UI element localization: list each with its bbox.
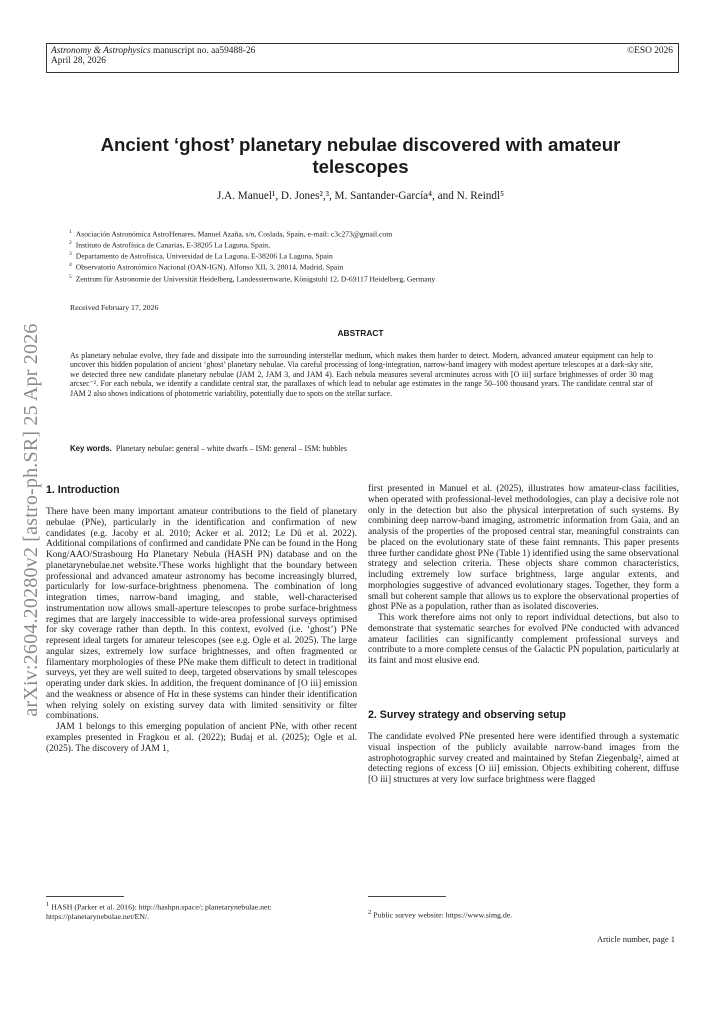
footnote-1-text[interactable]: HASH (Parker et al. 2016): http://hashpn.space/; planetarynebulae.net: https://planetarynebulae.net/EN/. <box>46 902 272 921</box>
affiliation-1: $^1$ Asociación Astronómica AstroHenares, Manuel Azaña, s/n, Coslada, Spain, e-mail: c3c273@gmail.com <box>69 229 393 239</box>
footnote-2: $^2$ Public survey website: https://www.simg.de. <box>368 909 513 920</box>
section-1-heading: 1. Introduction <box>46 484 120 496</box>
copyright: ©ESO 2026 <box>627 46 673 56</box>
keywords-text: Planetary nebulae: general – white dwarfs – ISM: general – ISM: bubbles <box>115 444 347 453</box>
affiliation-4: $^4$ Observatorio Astronómico Nacional (OAN-IGN), Alfonso XII, 3, 28014, Madrid, Spain <box>69 262 344 272</box>
intro-paragraph-2: JAM 1 belongs to this emerging population of ancient PNe, with other recent examples presented in Fragkou et al. (2022); Budaj et al. (2025); Ogle et al. (2025). The discovery of JAM 1, <box>46 722 357 754</box>
intro-paragraph-4: This work therefore aims not only to report individual detections, but also to demonstrate that systematic searches for evolved PNe conducted with advanced amateur facilities can significantly complement professional surveys and contribute to a more complete census of the Galactic PN population, particularly at its faint and most elusive end. <box>368 613 679 666</box>
manuscript-id: manuscript no. aa59488-26 <box>153 46 256 56</box>
paper-title: Ancient ‘ghost’ planetary nebulae discovered with amateur telescopes <box>100 134 621 177</box>
author-list: J.A. Manuel¹, D. Jones²,³, M. Santander-García⁴, and N. Reindl⁵ <box>216 190 504 202</box>
keywords <box>70 444 653 453</box>
page-footer: Article number, page 1 <box>596 934 675 944</box>
abstract-heading: ABSTRACT <box>337 328 384 338</box>
affiliation-2: $^2$ Instituto de Astrofísica de Canarias, E-38205 La Laguna, Spain, <box>69 240 270 250</box>
affiliation-3: $^3$ Departamento de Astrofísica, Universidad de La Laguna, E-38206 La Laguna, Spain <box>69 251 333 261</box>
arxiv-stamp[interactable]: arXiv:2604.20280v2 [astro-ph.SR] 25 Apr 2026 <box>20 323 42 717</box>
right-column <box>368 484 679 667</box>
affiliation-5: $^5$ Zentrum für Astronomie der Universität Heidelberg, Landessternwarte, Königstuhl 12, D-69117 Heidelberg, Germany <box>69 273 436 284</box>
footnote-rule-left <box>46 896 124 897</box>
affiliations <box>69 228 669 284</box>
footnote-rule-right <box>368 896 446 897</box>
received-date: Received February 17, 2026 <box>70 303 159 312</box>
section-2-heading: 2. Survey strategy and observing setup <box>368 709 566 721</box>
survey-paragraph-1: The candidate evolved PNe presented here were identified through a systematic visual inspection of the publicly available narrow-band images from the astrophotographic survey created and maintained by Stefan Ziegenbalg², aimed at detecting regions of excess [O iii] emission. Objects exhibiting coherent, diffuse [O iii] structures at very low surface brightness were flagged <box>368 732 679 785</box>
footnote-1: $^1$ HASH (Parker et al. 2016): http://hashpn.space/; planetarynebulae.net: https://planetarynebulae.net/EN/. <box>46 901 272 921</box>
section-2-body <box>368 732 679 786</box>
intro-paragraph-1: There have been many important amateur contributions to the field of planetary nebulae (PNe), particularly in the identification and confirmation of new candidates (e.g. Jacoby et al. 2010; Acker et al. 2012; Le Dû et al. 2022). Additional compilations of confirmed and candidate PNe can be found in the Hong Kong/AAO/Strasbourg Hα Planetary Nebula (HASH PN) database and on the planetarynebulae.net website.¹These works highlight that the boundary between professional and advanced amateur astronomy has become increasingly blurred, particularly for low-surface-brightness phenomena. The combination of long integration times, narrow-band imaging, and stable, well-characterised instrumentation now allows small-aperture telescopes to probe surface-brightness regimes that are largely inaccessible to wide-area professional surveys optimised for sky coverage rather than depth. In this context, evolved (i.e. ‘ghost’) PNe represent ideal targets for amateur telescopes (see e.g. Ogle et al. 2025). The large angular sizes, extremely low surface brightnesses, and often fragmented or filamentary morphologies of these PNe make them difficult to detect in traditional surveys, yet they are well suited to deep, targeted observations by small telescopes operating under dark skies. In addition, the frequent dominance of [O iii] emission and the weakness or absence of Hα in these systems can hinder their identification when relying solely on existing survey data with limited sensitivity or filter combinations. <box>46 507 357 722</box>
intro-paragraph-3: first presented in Manuel et al. (2025), illustrates how amateur-class facilities, when operated with professional-level methodologies, can play a decisive role not only in the detection but also the physical interpretation of such systems. By combining deep narrow-band imaging, astrometric information from Gaia, and an analysis of the properties of the proposed central star, meaningful constraints can be placed on the evolutionary state of these faint remnants. This paper presents three further candidate ghost PNe (Table 1) identified using the same observational strategy and selection criteria. These objects share common characteristics, including extremely low surface brightness, large angular extents, and morphologies suggestive of advanced evolutionary stages. Together, they form a small but coherent sample that allows us to explore the observational properties of ghost PNe as a population, rather than as isolated discoveries. <box>368 484 679 613</box>
header-date: April 28, 2026 <box>51 56 106 67</box>
abstract-text: As planetary nebulae evolve, they fade and dissipate into the surrounding interstellar medium, which makes them harder to detect. Modern, advanced amateur equipment can help to uncover this hidden population of ancient ‘ghost’ planetary nebulae. Via careful processing of long-integration, narrow-band imagery with modest aperture telescopes at a dark-sky site, we detected three new candidate planetary nebulae (JAM 2, JAM 3, and JAM 4). Each nebula measures several arcminutes across with [O iii] surface brightnesses of order 30 mag arcsec⁻². For each nebula, we identify a candidate central star, the parallaxes of which lead to nebular age estimates in the range 50–100 thousand years. The candidate central star of JAM 2 also shows indications of photometric variability, potentially due to spots on the stellar surface. <box>70 351 653 398</box>
left-column <box>46 507 357 754</box>
running-header <box>51 46 255 67</box>
footnote-2-text[interactable]: Public survey website: https://www.simg.de. <box>373 910 513 920</box>
keywords-label: Key words. <box>70 444 112 453</box>
journal-name: Astronomy & Astrophysics <box>51 46 151 56</box>
